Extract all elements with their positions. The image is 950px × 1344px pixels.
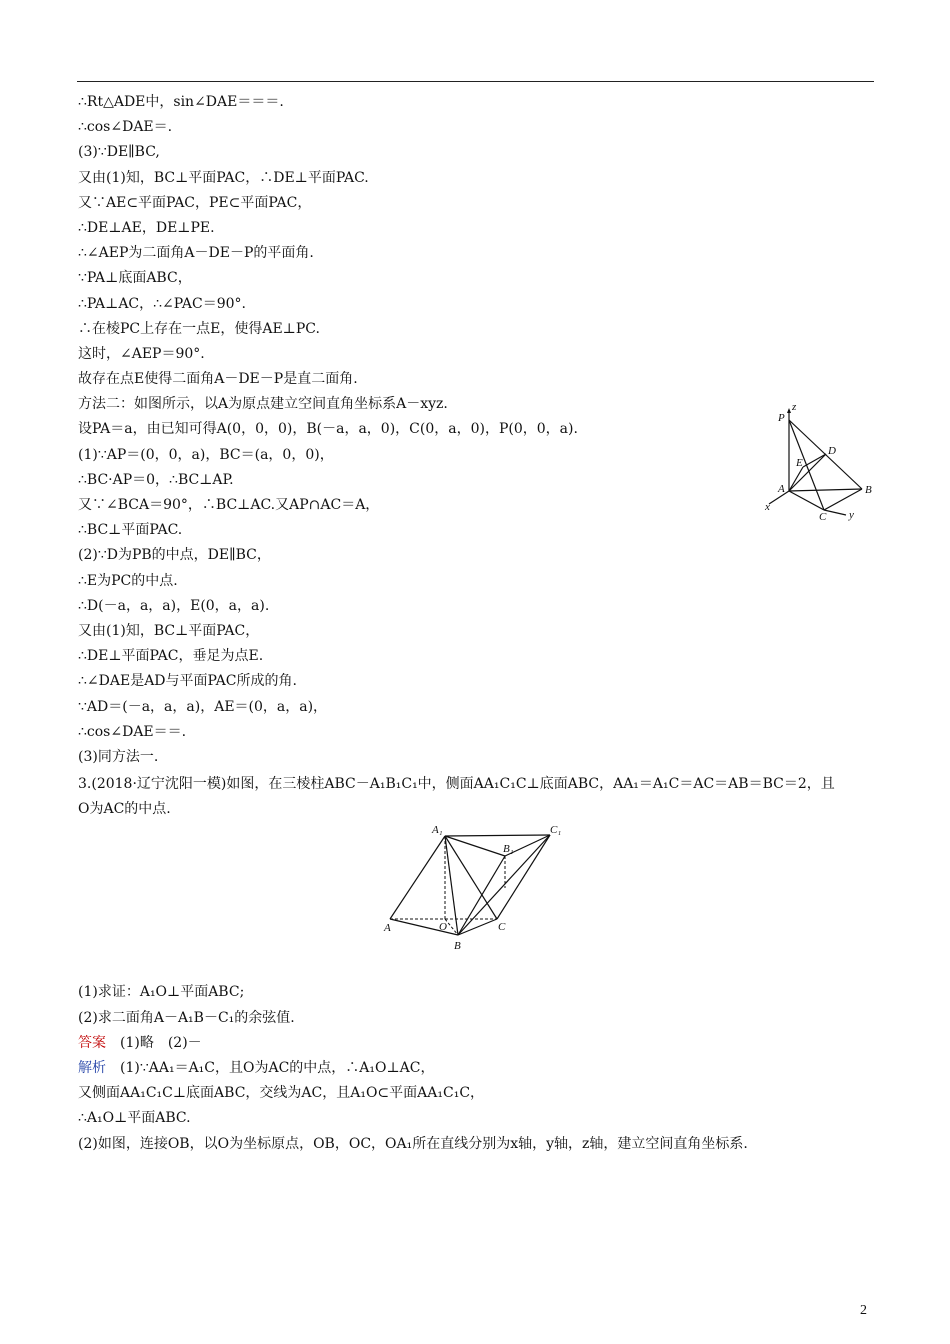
label-C: C	[498, 921, 506, 933]
label-A: A	[778, 483, 785, 495]
document-body	[78, 90, 878, 1157]
text-line: ∴BC⊥平面PAC.	[78, 522, 183, 539]
text-line: ∴cos∠DAE＝.	[78, 119, 173, 136]
text-line: 又∵∠BCA＝90°，∴BC⊥AC.又AP∩AC＝A，	[78, 497, 380, 513]
label-A: A	[384, 922, 391, 934]
solution-line: 又侧面AA₁C₁C⊥底面ABC，交线为AC，且A₁O⊂平面AA₁C₁C，	[78, 1085, 485, 1102]
answer-label: 答案	[78, 1034, 106, 1051]
label-B: B	[865, 484, 872, 496]
answer-text: (1)略 (2)－	[120, 1034, 202, 1051]
text-line: ∴BC·AP＝0，∴BC⊥AP.	[78, 471, 234, 488]
text-line: 设PA＝a，由已知可得A(0，0，0)，B(－a，a，0)，C(0，a，0)，P(0，0，a).	[78, 421, 578, 438]
label-A1: A₁	[432, 824, 443, 836]
label-x: x	[765, 501, 770, 513]
text-line: (3)∵DE∥BC,	[78, 144, 160, 161]
text-line: 这时，∠AEP＝90°.	[78, 345, 205, 362]
solution-line	[78, 1056, 878, 1081]
pyramid-figure	[758, 400, 880, 522]
text-line: ∴DE⊥平面PAC，垂足为点E.	[78, 648, 264, 665]
label-B1: B₁	[503, 843, 514, 855]
text-line: 又由(1)知，BC⊥平面PAC，∴DE⊥平面PAC.	[78, 169, 369, 186]
text-line: 方法二：如图所示，以A为原点建立空间直角坐标系A－xyz.	[78, 396, 448, 413]
text-line: (3)同方法一.	[78, 748, 159, 765]
text-line: 故存在点E使得二面角A－DE－P是直二面角.	[78, 371, 358, 388]
question-1: (1)求证：A₁O⊥平面ABC;	[78, 984, 245, 1001]
text-line: ∴E为PC的中点.	[78, 572, 178, 589]
page-number: 2	[860, 1303, 867, 1318]
text-line: ∴∠AEP为二面角A－DE－P的平面角.	[78, 245, 314, 262]
text-line: ∵AD＝(－a，a，a)，AE＝(0，a，a)，	[78, 698, 328, 715]
prism-figure	[380, 820, 570, 956]
label-y: y	[849, 509, 854, 521]
label-O: O	[439, 921, 447, 933]
text-line: ∴cos∠DAE＝＝.	[78, 723, 187, 740]
label-B: B	[454, 940, 461, 952]
solution-line: (2)如图，连接OB，以O为坐标原点，OB，OC，OA₁所在直线分别为x轴，y轴，z轴，建立空间直角坐标系.	[78, 1135, 748, 1152]
label-E: E	[796, 457, 803, 469]
problem-statement: 3.(2018·辽宁沈阳一模)如图，在三棱柱ABC－A₁B₁C₁中，侧面AA₁C₁C⊥底面ABC，AA₁＝A₁C＝AC＝AB＝BC＝2，且	[78, 776, 835, 793]
text-line: (2)∵D为PB的中点，DE∥BC，	[78, 547, 271, 564]
label-C1: C₁	[550, 824, 562, 836]
solution-label: 解析	[78, 1060, 106, 1076]
text-line: ∴D(－a，a，a)，E(0，a，a).	[78, 597, 270, 614]
label-C: C	[819, 511, 827, 522]
solution-text: (1)∵AA₁＝A₁C，且O为AC的中点，∴A₁O⊥AC，	[120, 1060, 435, 1076]
text-line: ∴DE⊥AE，DE⊥PE.	[78, 219, 215, 236]
text-line: (1)∵AP＝(0，0，a)，BC＝(a，0，0)，	[78, 446, 334, 463]
text-line: ∵PA⊥底面ABC，	[78, 270, 192, 287]
text-line: ∴PA⊥AC，∴∠PAC＝90°.	[78, 295, 246, 312]
label-D: D	[828, 445, 836, 457]
solution-line: ∴A₁O⊥平面ABC.	[78, 1110, 191, 1127]
text-line: ∴∠DAE是AD与平面PAC所成的角.	[78, 673, 297, 690]
text-line: ∴Rt△ADE中，sin∠DAE＝＝＝.	[78, 94, 284, 110]
question-2: (2)求二面角A－A₁B－C₁的余弦值.	[78, 1009, 295, 1026]
text-line: 又由(1)知，BC⊥平面PAC，	[78, 622, 260, 639]
answer-line	[78, 1031, 878, 1056]
problem-statement: O为AC的中点.	[78, 801, 171, 818]
label-P: P	[778, 412, 785, 424]
text-line: 又∵AE⊂平面PAC，PE⊂平面PAC，	[78, 194, 312, 211]
text-line: ∴在棱PC上存在一点E，使得AE⊥PC.	[78, 320, 320, 337]
label-z: z	[792, 401, 797, 413]
header-rule	[77, 81, 874, 82]
